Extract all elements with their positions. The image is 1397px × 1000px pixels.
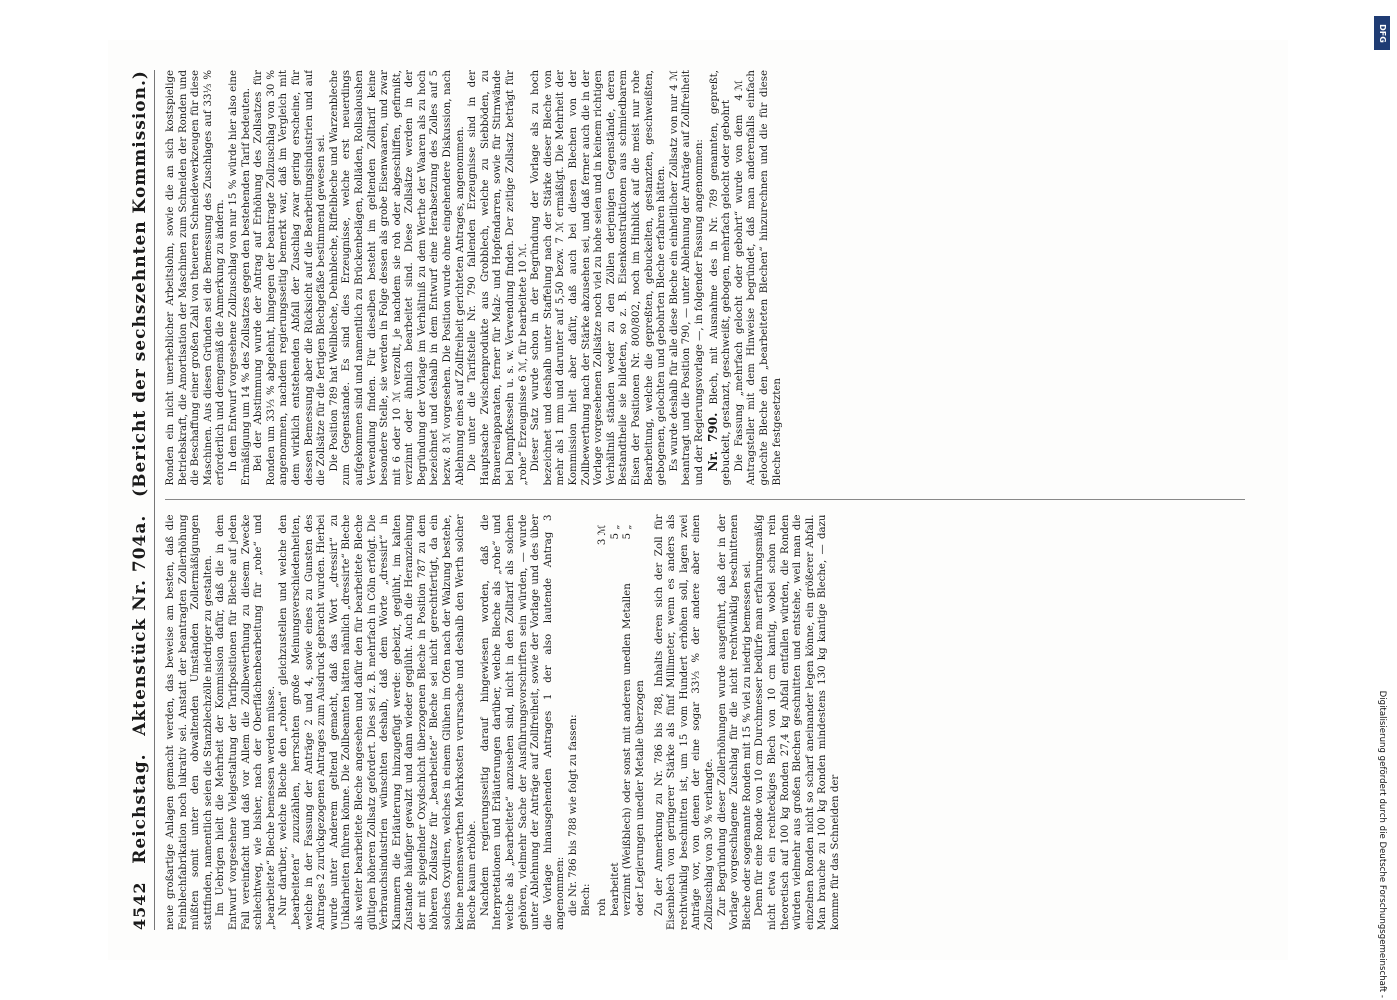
column-divider: [165, 500, 1245, 501]
left-running-title: Reichstag.: [130, 753, 150, 864]
paragraph: Die unter die Tarifstelle Nr. 790 fallenden Erzeugnisse sind in der Hauptsache Zwischenprodukte aus Grobblech, welche zu Siebböden, zu Brauereiapparaten, ferner für Malz- und Hopfendarren, sowie für Stirnwände bei Dampfkesseln u. s. w. Verwendung finden. Der zeitige Zollsatz beträgt für „rohe“ Erzeugnisse 6 ℳ, für bearbeitete 10 ℳ.: [467, 70, 529, 486]
paragraph: Nur darüber, welche Bleche den „rohen“ gleichzustellen und welche den „bearbeiteten“ zuzuzählen, herrschten große Meinungsverschiedenheiten, welche in der Fassung der Anträge 2 und 4, sowie eines zu Gunsten des Antrages 2 zurückgezogenen Antrages zum Ausdruck gebracht wurden. Hierbei wurde unter Anderem geltend gemacht, daß das Wort „dressirt“ zu Unklarheiten führen könne. Die Zollbeamten hätten nämlich „dressirte“ Bleche als weiter bearbeitete Bleche angesehen und dafür den für bearbeitete Bleche gültigen höheren Zollsatz gefordert. Dies sei z. B. mehrfach in Cöln erfolgt. Die Verbrauchsindustrien wünschten deshalb, daß dem Worte „dressirt“ in Klammern die Erläuterung hinzugefügt werde: gebeizt, geglüht, im kalten Zustande häufiger gewalzt und dann wieder geglüht. Auch die Heranziehung der mit spiegelnder Oxydschicht überzogenen Bleche in Position 787 zu dem höheren Zollsatze für „bearbeitete“ Bleche sei nicht gerechtfertigt, da ein solches Oxydiren, welches in einem Glühen im Ofen nach der Walzung bestehe, keine nennenswerthen Mehrkosten verursache und deshalb den Werth solcher Bleche kaum erhöhe.: [278, 514, 479, 930]
paragraph: neue großartige Anlagen gemacht werden, das beweise am besten, daß die Feinblechfabrikation noch lukrativ sei. Anstatt der beantragten Zollerhöhung müßten somit unter den obwaltenden Umständen Zollermäßigungen stattfinden, namentlich seien die Stanzblechzölle niedriger zu gestalten.: [165, 514, 214, 930]
column-right: [165, 70, 1245, 486]
paragraph: Nachdem regierungsseitig darauf hingewiesen worden, daß die Interpretationen und Erläuterungen darüber, welche Bleche als „rohe“ und welche als „bearbeitete“ anzusehen sind, nicht in den Zolltarif als solchen gehören, vielmehr Sache der Ausführungsvorschriften sein würden, — wurde unter Ablehnung der Anträge auf Zollfreiheit, sowie der Vorlage und des über die Vorlage hinausgehenden Antrages 1 der also lautende Antrag 3 angenommen:: [479, 514, 567, 930]
dfg-credit-text: Digitalisierung gefördert durch die Deutsche Forschungsgemeinschaft -: [1377, 690, 1387, 998]
item-label: roh: [597, 898, 609, 916]
tariff-text: Blech, mit Ausnahme des in Nr. 789 genannten, gepreßt, gebuckelt, gestanzt, geschweißt, gebogen, mehrfach gelocht oder gebohrt: [708, 70, 733, 486]
paragraph: Bei der Abstimmung wurde der Antrag auf Erhöhung des Zollsatzes für Ronden um 33⅓ % abgelehnt, hingegen der beantragte Zollzuschlag von 30 % angenommen, nachdem regierungsseitig bemerkt war, daß im Vergleich mit dem wirklich entstehenden Abfall der Zuschlag zwar gering erscheine, für dessen Bemessung aber die Rücksicht auf die Bearbeitungsindustrien und auf die Zollsätze für die fertigen Blechgefäße bestimmend gewesen sei.: [253, 70, 328, 486]
document-title: Aktenstück Nr. 704a.: [130, 514, 150, 736]
text-columns: [165, 70, 1245, 930]
paragraph: Es wurde deshalb für alle diese Bleche ein einheitlicher Zollsatz von nur 4 ℳ beantragt und die Position 790, — unter Ablehnung der Anträge auf Zollfreiheit und der Regierungsvorlage —, in folgender Fassung angenommen:: [668, 70, 705, 486]
item-value: 5 „: [622, 524, 634, 540]
page-header: [130, 70, 155, 930]
list-item: [622, 515, 647, 917]
tariff-list: [597, 515, 647, 917]
column-left: [165, 515, 1245, 931]
paragraph: Dieser Satz wurde schon in der Begründung der Vorlage als zu hoch bezeichnet und deshalb unter Staffelung nach der Stärke dieser Bleche von mehr als 1 mm und darunter auf 5,50 bezw. 7 ℳ ermäßigt. Die Mehrheit der Kommission hielt aber dafür, daß auch bei diesen Blechen von der Zollbewerthung nach der Stärke abzusehen sei, und daß ferner auch die in der Vorlage vorgesehenen Zollsätze noch viel zu hohe seien und in keinem richtigen Verhältniß ständen weder zu den Zöllen derjenigen Gegenstände, deren Bestandtheile sie bildeten, so z. B. Eisenkonstruktionen aus schmiedbarem Eisen der Positionen Nr. 800/802, noch im Hinblick auf die meist nur rohe Bearbeitung, welche die gepreßten, gebuckelten, gestanzten, geschweißten, gebogenen, gelochten und gebohrten Bleche erfahren hätten.: [530, 70, 668, 486]
list-item: [610, 515, 623, 917]
paragraph: In dem Entwurf vorgesehene Zollzuschlag von nur 15 % würde hier also eine Ermäßigung um 14 % des Zollsatzes gegen den bestehenden Tarif bedeuten.: [227, 70, 252, 486]
tariff-value: 4 ℳ: [733, 80, 745, 101]
paragraph: Zu der Anmerkung zu Nr. 786 bis 788, Inhalts deren sich der Zoll für Eisenblech von geringerer Stärke als fünf Millimeter, wenn es anders als rechtwinklig beschnitten ist, um 15 vom Hundert erhöhen soll, lagen zwei Anträge vor, von denen der eine sogar 33⅓ % der andere aber einen Zollzuschlag von 30 % verlangte.: [653, 514, 715, 930]
paragraph: Die Position 789 hat Wellbleche, Dehnbleche, Riffelbleche und Warzenbleche zum Gegenstande. Es sind dies Erzeugnisse, welche erst neuerdings aufgekommen sind und namentlich zu Brückenbelägen, Rolläden, Rollsaloushen Verwendung finden. Für dieselben besteht im geltenden Zolltarif keine besondere Stelle, sie werden in Folge dessen als grobe Eisenwaaren, und zwar mit 6 oder 10 ℳ verzollt, je nachdem sie roh oder abgeschliffen, gefirnißt, verzinnt oder ähnlich bearbeitet sind. Diese Zollsätze werden in der Begründung der Vorlage im Verhältniß zu dem Werthe der Waaren als zu hoch bezeichnet und deshalb in dem Entwurf eine Herabsetzung des Zolles auf 5 bezw. 8 ℳ vorgesehen. Die Position wurde ohne eingehendere Diskussion, nach Ablehnung eines auf Zollfreiheit gerichteten Antrages, angenommen.: [328, 70, 466, 486]
paragraph: die Nr. 786 bis 788 wie folgt zu fassen:: [568, 714, 579, 916]
page-number: 4542: [130, 881, 149, 930]
paragraph: Die Fassung „mehrfach gelocht oder gebohrt“ wurde von dem Antragsteller mit dem Hinweise begründet, daß man anderenfalls einfach gelochte Bleche den „bearbeiteten Blechen“ hinzurechnen und die für diese Bleche festgesetzten: [733, 70, 783, 486]
rotated-document-page: [108, 40, 1288, 960]
paragraph: Zur Begründung dieser Zollerhöhungen wurde ausgeführt, daß der in der Vorlage vorgeschlagene Zuschlag für die nicht rechtwinklig beschnittenen Bleche oder sogenannte Ronden mit 15 % viel zu niedrig bemessen sei.: [716, 514, 753, 930]
dfg-margin-note: [1371, 8, 1393, 998]
item-label: bearbeitet: [609, 862, 621, 916]
item-value: 5 „: [609, 524, 621, 540]
paragraph: Im Uebrigen hielt die Mehrheit der Kommission dafür, daß die in dem Entwurf vorgesehene Vielgestaltung der Tarifpositionen für Bleche auf jeden Fall vereinfacht und daß vor Allem die Zollbewerthung zu diesem Zwecke schlechtweg, wie bisher, nach der Oberflächenbearbeitung für „rohe“ und „bearbeitete“ Bleche bemessen werden müsse.: [215, 514, 277, 930]
paragraph: Denn für eine Ronde von 10 cm Durchmesser bedürfe man erfahrungsmäßig nicht etwa ein rechteckiges Blech von 10 cm kantig, wobei schon rein theoretisch auf 100 kg Ronden 27,4 kg Abfall entfallen würden, die Ronden würden vielmehr aus großen Blechen geschnitten und entstehe, weil man die einzelnen Ronden nicht so scharf aneinander legen könne, ein größerer Abfall. Man brauche zu 100 kg Ronden mindestens 130 kg kantige Bleche, — dazu komme für das Schneiden der: [754, 514, 841, 930]
item-value: 3 ℳ: [597, 524, 609, 546]
list-heading: Blech:: [580, 883, 592, 916]
item-label: verzinnt (Weißblech) oder sonst mit anderen unedlen Metallen oder Legierungen unedler Metalle überzogen: [622, 583, 646, 916]
dfg-logo: DFG: [1374, 16, 1390, 50]
list-item: [597, 515, 610, 917]
right-running-title: (Bericht der sechszehnten Kommission.): [130, 70, 150, 497]
tariff-number: Nr. 790.: [705, 412, 720, 472]
paragraph: Ronden ein nicht unerheblicher Arbeitslohn, sowie die an sich kostspielige Betriebskraft, die Amortisation der Maschinen zum Schneiden der Ronden und die Beschaffung einer großen Zahl von theueren Schneidewerkzeugen für diese Maschinen. Aus diesen Gründen sei die Bemessung des Zuschlages auf 33⅓ % erforderlich und demgemäß die Anmerkung zu ändern.: [165, 70, 227, 486]
tariff-entry: [705, 70, 745, 486]
